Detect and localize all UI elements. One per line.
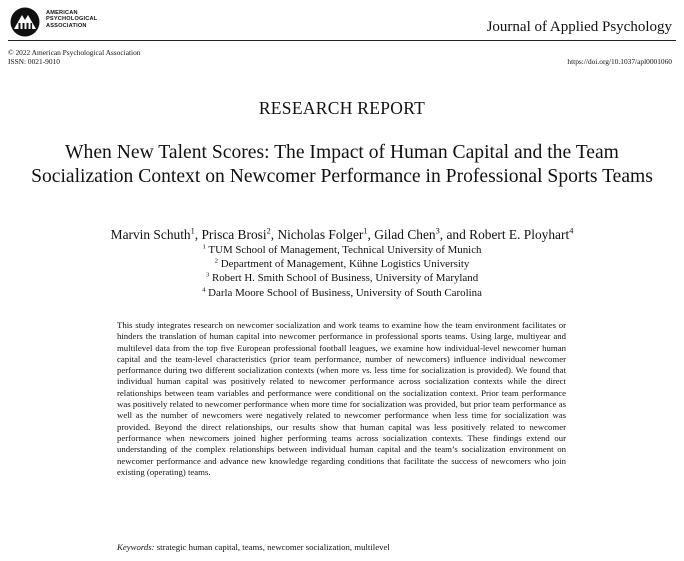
affiliation-text: Darla Moore School of Business, University of South Carolina xyxy=(208,286,482,299)
author-name: Robert E. Ployhart xyxy=(469,227,570,242)
author-affiliation-mark: 3 xyxy=(435,226,440,236)
author-affiliation-mark: 4 xyxy=(569,226,574,236)
copyright-block xyxy=(8,48,140,66)
affiliation-number: 2 xyxy=(214,257,219,265)
journal-name: Journal of Applied Psychology xyxy=(486,19,672,35)
author-separator: , xyxy=(194,227,202,242)
apa-logo-icon xyxy=(10,7,40,37)
affiliation-text: Department of Management, Kühne Logistics University xyxy=(220,258,470,271)
author-affiliation-mark: 1 xyxy=(363,226,368,236)
author-separator: , and xyxy=(439,227,470,242)
affiliation-text: TUM School of Management, Technical University of Munich xyxy=(208,244,482,256)
author-separator: , xyxy=(367,227,375,242)
affiliation-number: 1 xyxy=(202,243,206,251)
affiliation-number: 4 xyxy=(202,285,206,293)
publisher-logo-text xyxy=(46,10,97,29)
copyright-notice: © 2022 American Psychological Association xyxy=(8,48,141,57)
author-name: Nicholas Folger xyxy=(277,227,364,242)
logo-line: AMERICAN xyxy=(46,10,78,16)
logo-line: ASSOCIATION xyxy=(46,22,87,29)
article-title: When New Talent Scores: The Impact of Human Capital and the Team Socialization Context on Newcomer Performance in Professional Sports Teams xyxy=(31,142,653,187)
abstract: This study integrates research on newcomer socialization and work teams to examine how the team environment facilitates or hinders the translation of human capital into newcomer performance in professional sports teams. Using large, multiyear and multilevel data from the top five European professional football leagues, we examine how individual-level newcomer human capital and the team-level characteristics (prior team performance, number of newcomers) influence individual newcomer performance during two different socialization contexts (when more vs. less time for socialization is provided). We found that individual human capital was positively related to newcomer performance across socialization contexts while the direct relationships between team variables and performance were conditional on the socialization context. Prior team performance was positively related to newcomer performance when more time for socialization was provided, but prior team performance as well as the number of newcomers were negatively related to newcomer performance when less time for socialization was provided. Beyond the direct relationships, our results show that human capital was less positively related to newcomer performance when newcomers joined higher performing teams across socialization contexts. These findings extend our understanding of the complex relationships between individual human capital and the team’s socialization environment on newcomer performance and advance new knowledge regarding conditions that facilitate the success of newcomers who join existing (operating) teams. xyxy=(117,320,566,477)
author-affiliation-mark: 1 xyxy=(190,226,195,236)
keywords-label: Keywords: xyxy=(117,542,155,552)
author-separator: , xyxy=(270,227,278,242)
affiliation-item xyxy=(0,271,684,285)
affiliation-text: Robert H. Smith School of Business, University of Maryland xyxy=(211,272,479,285)
logo-line: PSYCHOLOGICAL xyxy=(46,16,98,23)
author-list xyxy=(0,227,684,243)
keywords-line xyxy=(117,542,390,552)
doi-link[interactable]: https://doi.org/10.1037/apl0001060 xyxy=(567,57,672,66)
report-type-heading: RESEARCH REPORT xyxy=(258,98,426,118)
affiliation-list xyxy=(0,243,684,300)
author-name: Gilad Chen xyxy=(374,227,436,242)
header-divider xyxy=(8,40,676,41)
affiliation-item xyxy=(0,286,684,300)
author-name: Prisca Brosi xyxy=(201,227,267,242)
affiliation-item xyxy=(0,243,684,257)
affiliation-item xyxy=(0,257,684,271)
author-affiliation-mark: 2 xyxy=(266,226,271,236)
affiliation-number: 3 xyxy=(205,271,210,279)
issn: ISSN: 0021-9010 xyxy=(8,57,60,66)
author-name: Marvin Schuth xyxy=(110,227,191,242)
keywords-list: strategic human capital, teams, newcomer socialization, multilevel xyxy=(156,542,390,552)
